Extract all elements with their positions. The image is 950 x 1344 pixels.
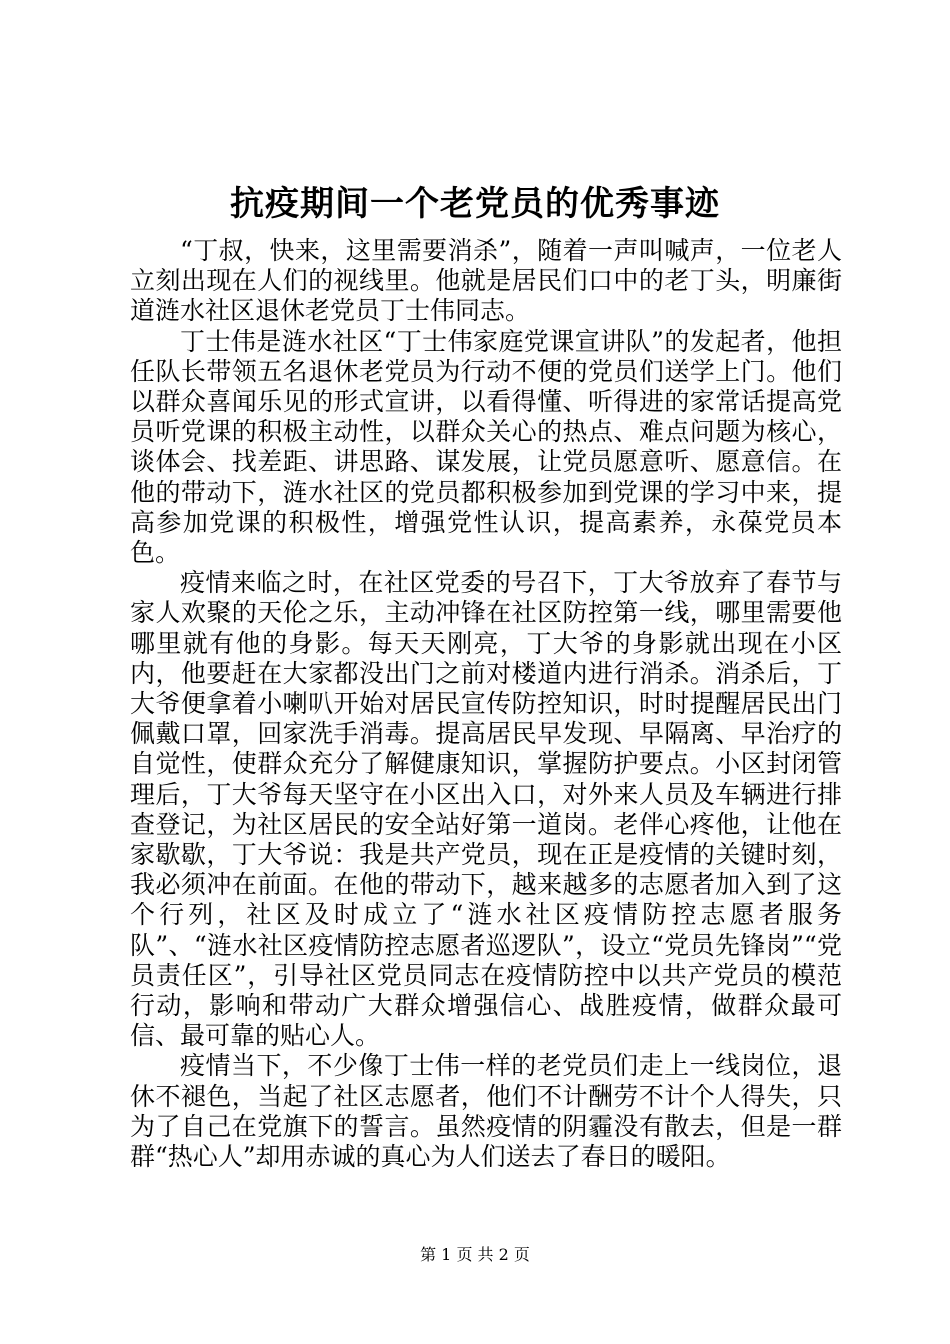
paragraph: 疫情当下，不少像丁士伟一样的老党员们走上一线岗位，退休不褪色，当起了社区志愿者，他们不计酬劳不计个人得失，只为了自己在党旗下的誓言。虽然疫情的阴霾没有散去，但是一群群“热心人”却用赤诚的真心为人们送去了春日的暖阳。 bbox=[130, 1051, 842, 1172]
paragraph: 丁士伟是涟水社区“丁士伟家庭党课宣讲队”的发起者，他担任队长带领五名退休老党员为行动不便的党员们送学上门。他们以群众喜闻乐见的形式宣讲，以看得懂、听得进的家常话提高党员听党课的积极主动性，以群众关心的热点、难点问题为核心，谈体会、找差距、讲思路、谋发展，让党员愿意听、愿意信。在他的带动下，涟水社区的党员都积极参加到党课的学习中来，提高参加党课的积极性，增强党性认识，提高素养，永葆党员本色。 bbox=[130, 326, 842, 568]
document-title: 抗疫期间一个老党员的优秀事迹 bbox=[230, 184, 720, 224]
paragraph: 疫情来临之时，在社区党委的号召下，丁大爷放弃了春节与家人欢聚的天伦之乐，主动冲锋在社区防控第一线，哪里需要他哪里就有他的身影。每天天刚亮，丁大爷的身影就出现在小区内，他要赶在大家都没出门之前对楼道内进行消杀。消杀后，丁大爷便拿着小喇叭开始对居民宣传防控知识，时时提醒居民出门佩戴口罩，回家洗手消毒。提高居民早发现、早隔离、早治疗的自觉性，使群众充分了解健康知识，掌握防护要点。小区封闭管理后，丁大爷每天坚守在小区出入口，对外来人员及车辆进行排查登记，为社区居民的安全站好第一道岗。老伴心疼他，让他在家歇歇，丁大爷说：我是共产党员，现在正是疫情的关键时刻，我必须冲在前面。在他的带动下，越来越多的志愿者加入到了这个行列，社区及时成立了“涟水社区疫情防控志愿者服务队”、“涟水社区疫情防控志愿者巡逻队”，设立“党员先锋岗”“党员责任区”，引导社区党员同志在疫情防控中以共产党员的模范行动，影响和带动广大群众增强信心、战胜疫情，做群众最可信、最可靠的贴心人。 bbox=[130, 568, 842, 1051]
paragraph: “丁叔，快来，这里需要消杀”，随着一声叫喊声，一位老人立刻出现在人们的视线里。他就是居民们口中的老丁头，明廉街道涟水社区退休老党员丁士伟同志。 bbox=[130, 236, 842, 326]
page-number-footer: 第 1 页 共 2 页 bbox=[420, 1245, 530, 1264]
document-body bbox=[130, 236, 842, 1172]
